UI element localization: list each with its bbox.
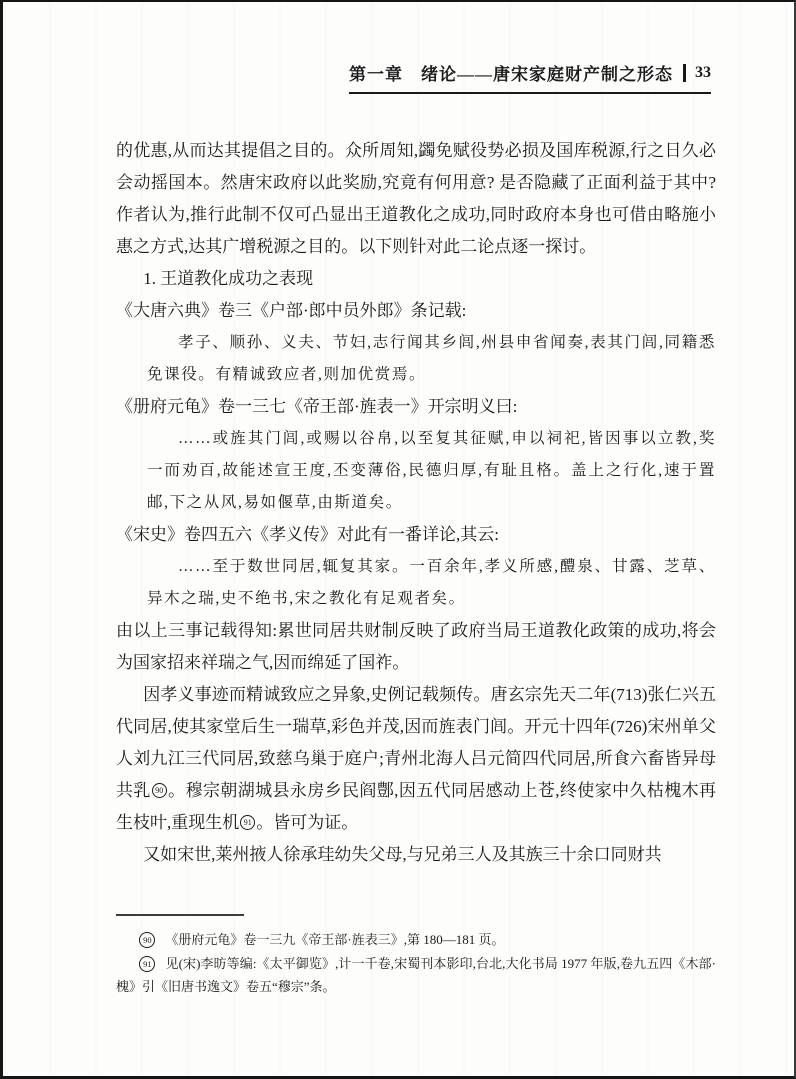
paragraph: 《大唐六典》卷三《户部·郎中员外郎》条记载:: [116, 301, 467, 320]
chapter-title: 第一章 绪论——唐宋家庭财产制之形态: [349, 65, 673, 84]
running-head: [113, 60, 711, 94]
paragraph: 又如宋世,莱州掖人徐承珪幼失父母,与兄弟三人及其族三十余口同财共: [143, 845, 662, 864]
paragraph: 《册府元龟》卷一三七《帝王部·旌表一》开宗明义曰:: [116, 397, 518, 416]
page-number: 33: [695, 63, 711, 81]
paragraph: 由以上三事记载得知:累世同居共财制反映了政府当局王道教化政策的成功,将会为国家招来祥瑞之气,因而绵延了国祚。: [116, 621, 716, 672]
content-blocks: [116, 135, 716, 871]
footnote-item: 91 见(宋)李昉等编:《太平御览》,计一千卷,宋蜀刊本影印,台北,大化书局 1977 年版,卷九五四《木部·槐》引《旧唐书逸文》卷五“穆宗”条。: [116, 956, 716, 994]
block-quote: ……或旌其门闾,或赐以谷帛,以至复其征赋,申以祠祀,皆因事以立教,奖一而劝百,故能述宣王度,丕变薄俗,民德归厚,有耻且格。盖上之行化,速于置邮,下之从风,易如偃草,由斯道矣。: [147, 430, 716, 511]
section-heading: 1. 王道教化成功之表现: [143, 269, 314, 288]
paragraph: 因孝义事迹而精诚致应之异象,史例记载频传。唐玄宗先天二年(713)张仁兴五代同居,使其家堂后生一瑞草,彩色并茂,因而旌表门闾。开元十四年(726)宋州单父人刘九江三代同居,致慈乌巢于庭户;青州北海人吕元简四代同居,所食六畜皆异母共乳 90 。穆宗朝湖城县永房乡民阎鄷,因五代同居感动上苍,终使家中久枯槐木再生枝叶,重现生机 91 。皆可为证。: [116, 685, 717, 832]
footnote-separator-rule: [116, 914, 244, 916]
footnote-marker-circled-number: 91: [139, 956, 155, 972]
footnote-list: [116, 928, 716, 998]
paragraph: 《宋史》卷四五六《孝义传》对此有一番详论,其云:: [116, 525, 499, 544]
block-quote: 孝子、顺孙、义夫、节妇,志行闻其乡闾,州县申省闻奏,表其门闾,同籍悉免课役。有精诚致应者,则加优赏焉。: [147, 334, 716, 383]
block-quote: ……至于数世同居,辄复其家。一百余年,孝义所感,醴泉、甘露、芝草、异木之瑞,史不绝书,宋之教化有足观者矣。: [147, 558, 716, 607]
footnote-marker-circled-number: 90: [139, 932, 155, 948]
footnote-item: 90 《册府元龟》卷一三九《帝王部·旌表三》,第 180—181 页。: [116, 928, 716, 951]
running-head-inner: [349, 60, 711, 94]
header-divider-bar: [683, 64, 686, 82]
footnote-ref-circled-number: 90: [152, 783, 167, 798]
footnotes-section: [116, 914, 716, 998]
paragraph: 的优惠,从而达其提倡之目的。众所周知,蠲免赋役势必损及国库税源,行之日久必会动摇国本。然唐宋政府以此奖励,究竟有何用意? 是否隐藏了正面利益于其中? 作者认为,推行此制不仅可凸显出王道教化之成功,同时政府本身也可借由略施小惠之方式,达其广增税源之目的。以下则针对此二论点逐一探讨。: [116, 141, 716, 256]
footnote-ref-circled-number: 91: [240, 815, 255, 830]
